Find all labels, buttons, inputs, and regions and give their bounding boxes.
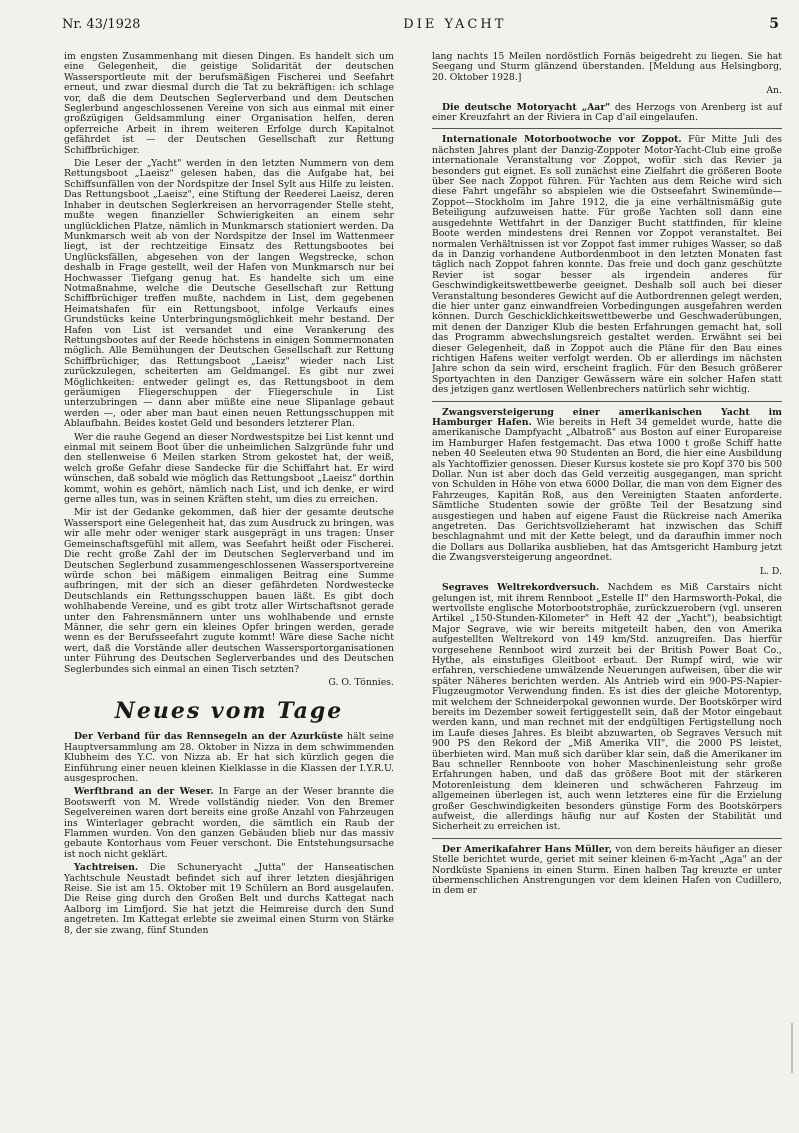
news-item-body: Nachdem es Miß Carstairs nicht gelungen ist, mit ihrem Rennboot „Estelle II" den Harmsworth-Pokal, die wertvollste englische Motorbootstrophäe, zurückzuerobern (vgl. unseren Artikel „150-Stunden-Kilometer" in Heft 42 der „Yacht"), beabsichtigt Major Segrave, wie wir bereits mitgeteilt haben, den von Amerika aufgestellten Weltrekord von 149 km/Std. anzugreifen. Das hierfür vorgesehene Rennboot wird zurzeit bei der British Power Boat Co., Hythe, als einstufiges Gleitboot erbaut. Der Rumpf wird, wie wir erfahren, verschiedene umwälzende Neuerungen aufweisen, über die wir später Näheres berichten werden. Als Antrieb wird ein 900-PS-Napier-Flugzeugmotor Verwendung finden. Es ist dies der gleiche Motorentyp, mit welchem der Schneiderpokal gewonnen wurde. Der Bootskörper wird bereits im Dezember soweit fertiggestellt sein, daß der Motor eingebaut werden kann, und man rechnet mit der endgültigen Fertigstellung noch im Laufe dieses Jahres. Es bleibt abzuwarten, ob Segraves Versuch mit 900 PS den Rekord der „Miß Amerika VII", die 2000 PS leistet, überbieten wird. Man muß sich darüber klar sein, daß die Amerikaner im Bau schneller Rennboote von hoher Maschinenleistung sehr große Erfahrungen haben, und daß das größere Boot mit der stärkeren Motorenleistung dem kleineren und schwächeren Fahrzeug im allgemeinen überlegen ist, auch wenn letzteres eine für die Erzielung großer Geschwindigkeiten besonders günstige Form des Bootskörpers aufweist, die allerdings häufig nur auf Kosten der Stabilität und Sicherheit zu erreichen ist. <box>432 582 782 833</box>
issue-number: Nr. 43/1928 <box>62 17 141 32</box>
divider <box>432 838 782 839</box>
news-item-head: Der Amerikafahrer Hans Müller, <box>442 843 613 855</box>
news-signature: An. <box>766 85 782 97</box>
news-item <box>64 863 394 936</box>
news-item <box>432 845 782 897</box>
page-header <box>62 16 779 38</box>
news-item-head: Die deutsche Motoryacht „Aar" <box>442 101 611 113</box>
news-item-body: In Farge an der Weser brannte die Bootswerft von M. Wrede vollständig nieder. Von den Bremer Segelvereinen waren dort bereits eine große Anzahl von Fahrzeugen ins Winterlager gebracht worden, die sämtlich ein Raub der Flammen wurden. Von den ganzen Gebäuden blieb nur das massiv gebaute Kontorhaus vom Feuer verschont. Die Entstehungsursache ist noch nicht geklärt. <box>64 786 394 860</box>
news-item <box>64 787 394 860</box>
left-column <box>64 52 394 1117</box>
news-item-head: Der Verband für das Rennsegeln an der Azurküste <box>74 731 344 743</box>
news-item-head: Yachtreisen. <box>74 862 139 874</box>
news-item-head: Segraves Weltrekordversuch. <box>442 582 600 594</box>
article-paragraph: Wer die rauhe Gegend an dieser Nordwestspitze bei List kennt und einmal mit seinem Boot über die unheimlichen Salzgründe fuhr und den stellenweise 6 Meilen starken Strom gekostet hat, der weiß, welch große Gefahr diese Sandecke für die Schiffahrt hat. Er wird wünschen, daß sobald wie möglich das Rettungsboot „Laeisz" dorthin kommt, wohin es gehört, nämlich nach List, und ich denke, er wird gerne alles tun, was in seinen Kräften steht, um dies zu erreichen. <box>64 431 394 506</box>
news-item-head: Zwangsversteigerung einer amerikanischen Yacht im Hamburger Hafen. <box>432 406 782 428</box>
magazine-title: DIE YACHT <box>403 17 507 32</box>
article-paragraph: im engsten Zusammenhang mit diesen Dingen. Es handelt sich um eine Gelegenheit, die geistige Solidarität der deutschen Wassersportleute mit der berufsmäßigen Fischerei und Seefahrt erneut, und zwar diesmal durch die Tat zu bekräftigen: ich schlage vor, daß die dem Deutschen Seglerverband und dem Deutschen Seglerbund angeschlossenen Vereine von sich aus einmal mit einer großzügigen Geldsammlung einer Organisation helfen, deren opferreiche Arbeit in ihrem weiteren Erfolge durch Kapitalnot gefährdet ist — der Deutschen Gesellschaft zur Rettung Schiffbrüchiger. <box>64 52 394 156</box>
news-item-body: von dem bereits häufiger an dieser Stelle berichtet wurde, geriet mit seiner kleinen 6-m-Yacht „Aga" an der Nordküste Spaniens in einen Sturm. Einen halben Tag kreuzte er unter übermenschlichen Anstrengungen vor dem kleinen Hafen von Cudillero, in dem er <box>432 843 782 897</box>
right-column <box>432 52 782 1117</box>
page-number: 5 <box>769 16 779 32</box>
news-item-body: Für Mitte Juli des nächsten Jahres plant der Danzig-Zoppoter Motor-Yacht-Club eine große internationale Veranstaltung vor Zoppot, wofür sich das Revier ja besonders gut eignet. Es soll zunächst eine Zielfahrt die größeren Boote über See nach Zoppot führen. Für Yachten aus dem Reiche wird sich diese Fahrt ungefähr so abspielen wie die Ostseefahrt Swinemünde—Zoppot—Stockholm im Jahre 1912, die ja eine verhältnismäßig gute Beteiligung aufzuweisen hatte. Für große Yachten soll dann eine ausgedehnte Wettfahrt in der Danziger Bucht stattfinden, für kleine Boote werden mindestens drei Rennen vor Zoppot veranstaltet. Bei normalen Verhältnissen ist vor Zoppot fast immer ruhiges Wasser, so daß da in Danzig vorhandene Autbordenmboot in den letzten Monaten fast täglich nach Zoppot fahren konnte. Das freie und doch ganz geschützte Revier ist sogar besser als irgendein anderes für Geschwindigkeitswettbewerbe geeignet. Deshalb soll auch bei dieser Veranstaltung besonderes Gewicht auf die Autbordrennen gelegt werden, die hier unter ganz einwandfreien Vorbedingungen ausgefahren werden können. Durch Geschicklichkeitswettbewerbe und Geschwaderübungen, mit denen der Danziger Klub die besten Erfahrungen gemacht hat, soll das Programm abwechslungsreich gestaltet werden. Erwähnt sei bei dieser Gelegenheit, daß in Zoppot auch die Pläne für den Bau eines richtigen Hafens weiter verfolgt werden. Ob er allerdings im nächsten Jahre schon da sein wird, erscheint fraglich. Für den Besuch größerer Sportyachten in den Danziger Gewässern wäre ein solcher Hafen statt des jetzigen ganz wertlosen Wellenbrechers natürlich sehr wichtig. <box>432 134 782 396</box>
news-item-head: Internationale Motorbootwoche vor Zoppot. <box>442 134 682 146</box>
article-paragraph: Die Leser der „Yacht" werden in den letzten Nummern von dem Rettungsboot „Laeisz" gelesen haben, das die Aufgabe hat, bei Schiffsunfällen von der Nordspitze der Insel Sylt aus Hilfe zu leisten. Das Rettungsboot „Laeisz", eine Stiftung der Reederei Laeisz, deren Inhaber in deutschen Seglerkreisen an hervorragender Stelle steht, mußte wegen finanzieller Schwierigkeiten an einem sehr unglücklichen Platze, nämlich in Munkmarsch stationiert werden. Da Munkmarsch weit ab von der Nordspitze der Insel im Wattenmeer liegt, ist der rechtzeitige Einsatz des Rettungsbootes bei Unglücksfällen, abgesehen von der langen Wegstrecke, schon deshalb in Frage gestellt, weil der Hafen von Munkmarsch nur bei Hochwasser Tiefgang genug hat. Es handelte sich um eine Notmaßnahme, welche die Deutsche Gesellschaft zur Rettung Schiffbrüchiger treffen mußte, nachdem in List, dem gegebenen Heimatshafen für ein Rettungsboot, infolge Verkaufs eines Grundstücks keine Unterbringungsmöglichkeit mehr bestand. Der Hafen von List ist versandet und eine Verankerung des Rettungsbootes auf der Reede höchstens in einigen Sommermonaten möglich. Alle Bemühungen der Deutschen Gesellschaft zur Rettung Schiffbrüchiger, das Rettungsboot „Laeisz" wieder nach List zurückzulegen, scheiterten am Geldmangel. Es gibt nur zwei Möglichkeiten: entweder gelingt es, das Rettungsboot in dem geräumigen Fliegerschuppen der Fliegerschule in List unterzubringen — dann aber müßte eine neue Slipanlage gebaut werden —, oder aber man baut einen neuen Rettungsschuppen mit Ablaufbahn. Beides kostet Geld und besonders letzterer Plan. <box>64 158 394 430</box>
scan-edge-mark <box>791 1023 793 1073</box>
news-item-body: des Herzogs von Arenberg ist auf einer Kreuzfahrt an der Riviera in Cap d'ail eingelaufen. <box>432 101 782 124</box>
news-item <box>432 135 782 395</box>
section-title: Neues vom Tage <box>114 698 344 725</box>
news-item-head: Werftbrand an der Weser. <box>74 786 214 798</box>
news-item <box>64 732 394 784</box>
news-item <box>432 583 782 833</box>
news-item: lang nachts 15 Meilen nordöstlich Fornäs beigedreht zu liegen. Sie hat Seegang und Sturm glänzend überstanden. [Meldung aus Helsingborg, 20. Oktober 1928.] <box>432 52 782 83</box>
news-item-body: Wie bereits in Heft 34 gemeldet wurde, hatte die amerikanische Dampfyacht „Albatroß" aus Boston auf einer Europareise im Hamburger Hafen festgemacht. Das etwa 1000 t große Schiff hatte neben 40 Seeleuten etwa 90 Studenten an Bord, die hier eine Ausbildung als Yachtoffizier genossen. Dieser Kursus kostete sie pro Kopf 370 bis 500 Dollar. Nun ist aber doch das Geld verzeitig ausgegangen, man spricht von Schulden in Höhe von etwa 6000 Dollar, die man von dem Eigner des Fahrzeuges, Kapitän Roß, aus den Vereinigten Staaten anforderte. Sämtliche Studenten sowie der größte Teil der Besatzung sind ausgestiegen und haben auf eigene Faust die Rückreise nach Amerika angetreten. Das Gerichtsvollzieheramt hat inzwischen das Schiff beschlagnahmt und mit der Kette belegt, und da daraufhin immer noch die Dollars aus Dollarika ausblieben, hat das Amtsgericht Hamburg jetzt die Zwangsversteigerung angeordnet. <box>432 417 782 564</box>
news-signature: L. D. <box>759 565 782 577</box>
news-item <box>432 408 782 564</box>
news-item <box>432 103 782 124</box>
article-signature: G. O. Tönnies. <box>328 676 394 688</box>
divider <box>432 401 782 402</box>
news-item-body: Die Schuneryacht „Jutta" der Hanseatischen Yachtschule Neustadt befindet sich auf ihrer letzten diesjährigen Reise. Sie ist am 15. Oktober mit 19 Schülern an Bord ausgelaufen. Die Reise ging durch den Großen Belt und durchs Kattegat nach Aalborg im Limfjord. Sie hat jetzt die Heimreise durch den Sund angetreten. Im Kattegat erlebte sie zweimal einen Sturm von Stärke 8, der sie zwang, fünf Stunden <box>64 862 394 936</box>
divider <box>432 128 782 129</box>
article-paragraph: Mir ist der Gedanke gekommen, daß hier der gesamte deutsche Wassersport eine Gelegenheit hat, das zum Ausdruck zu bringen, was wir alle mehr oder weniger stark ausgeprägt in uns tragen: Unser Gemeinschaftsgefühl mit allem, was Seefahrt heißt oder Fischerei. Die recht große Zahl der im Deutschen Seglerverband und im Deutschen Seglerbund zusammengeschlossenen Wassersportvereine würde schon bei mäßigem einmaligen Beitrag eine Summe aufbringen, mit der sich an dieser gefährdeten Nordwestecke Deutschlands ein Rettungsschuppen bauen läßt. Es gibt doch wohlhabende Vereine, und es gibt trotz aller Wirtschaftsnot gerade unter den Fahrensmännern unter uns wohlhabende und ernste Männer, die sehr gern ein kleines Opfer bringen werden, gerade wenn es der Berufsseefahrt zugute kommt! Wäre diese Sache nicht wert, daß die Vorstände aller deutschen Wassersportorganisationen unter Führung des Deutschen Seglerverbandes und des Deutschen Seglerbundes sich einmal an einen Tisch setzten? <box>64 507 394 675</box>
news-item-body: hält seine Hauptversammlung am 28. Oktober in Nizza in dem schwimmenden Klubheim des Y.C. von Nizza ab. Er hat sich kürzlich gegen die Einführung einer neuen kleinen Kielklasse in die Klassen der I.Y.R.U. ausgesprochen. <box>64 731 394 784</box>
